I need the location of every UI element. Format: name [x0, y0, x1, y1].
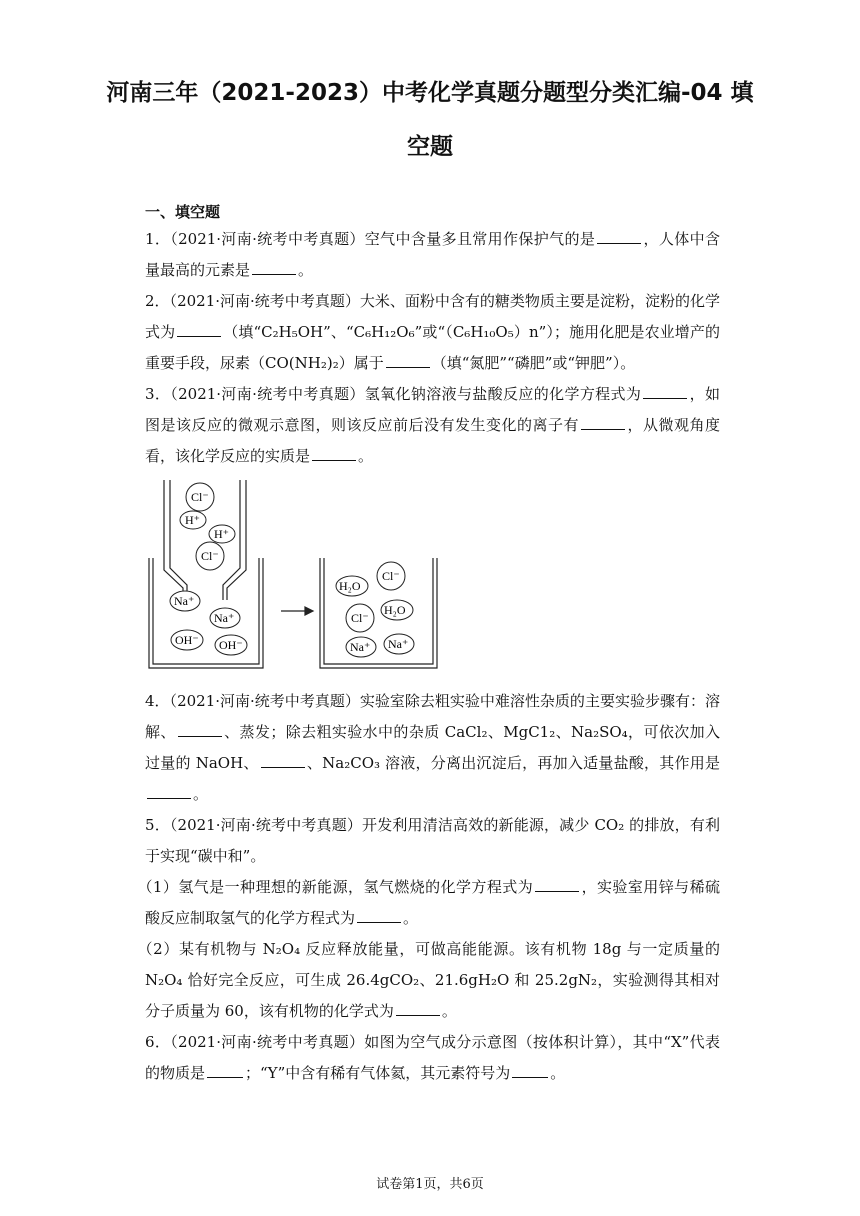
answer-blank[interactable] [147, 784, 191, 799]
answer-blank[interactable] [512, 1063, 548, 1078]
page-title [100, 66, 760, 174]
ion-label: Cl⁻ [191, 490, 209, 504]
question-6: 6．（2021·河南·统考中考真题）如图为空气成分示意图（按体积计算），其中“X”代表的物质是 ；“Y”中含有稀有气体氦，其元素符号为 。 [145, 1033, 720, 1082]
title-line-2: 空题 [407, 134, 453, 160]
title-line-1: 河南三年（2021-2023）中考化学真题分题型分类汇编-04 填 [106, 80, 754, 106]
answer-blank[interactable] [252, 260, 296, 275]
reaction-arrow [281, 607, 313, 615]
ion-label: Cl⁻ [382, 569, 400, 583]
left-beaker [149, 558, 263, 668]
ion-label: Cl⁻ [201, 549, 219, 563]
question-1: 1．（2021·河南·统考中考真题）空气中含量多且常用作保护气的是 ，人体中含量最高的元素是 。 [145, 230, 720, 279]
question-5-sub-1: （1）氢气是一种理想的新能源，氢气燃烧的化学方程式为 ，实验室用锌与稀硫酸反应制取氢气的化学方程式为 。 [137, 878, 720, 927]
ion-label: Na⁺ [350, 640, 371, 654]
ion-label: Na⁺ [174, 594, 195, 608]
answer-blank[interactable] [357, 908, 401, 923]
answer-blank[interactable] [207, 1063, 243, 1078]
question-5: 5．（2021·河南·统考中考真题）开发利用清洁高效的新能源，减少 CO₂ 的排放，有利于实现“碳中和”。 [145, 816, 720, 865]
section-heading: 一、填空题 [145, 203, 221, 221]
answer-blank[interactable] [261, 753, 305, 768]
answer-blank[interactable] [312, 446, 356, 461]
answer-blank[interactable] [396, 1001, 440, 1016]
question-5-sub-2: （2）某有机物与 N₂O₄ 反应释放能量，可做高能能源。该有机物 18g 与一定质量的 N₂O₄ 恰好完全反应，可生成 26.4gCO₂、21.6gH₂O 和 25.2gN₂，实验测得其相对分子质量为 60，该有机物的化学式为 。 [137, 940, 720, 1020]
reaction-micro-diagram [145, 478, 720, 683]
answer-blank[interactable] [178, 722, 222, 737]
answer-blank[interactable] [386, 353, 430, 368]
ion-label: OH⁻ [219, 638, 243, 652]
answer-blank[interactable] [643, 384, 687, 399]
ion-label: H⁺ [185, 513, 200, 527]
page-footer: 试卷第1页，共6页 [376, 1177, 484, 1192]
questions-body [137, 224, 721, 1089]
ion-label: Cl⁻ [351, 611, 369, 625]
ion-label: H⁺ [214, 527, 229, 541]
answer-blank[interactable] [581, 415, 625, 430]
ion-label: Na⁺ [214, 611, 235, 625]
ion-label: Na⁺ [388, 637, 409, 651]
ion-label: OH⁻ [175, 633, 199, 647]
answer-blank[interactable] [177, 322, 221, 337]
answer-blank[interactable] [597, 229, 641, 244]
question-4: 4．（2021·河南·统考中考真题）实验室除去粗实验中难溶性杂质的主要实验步骤有：溶解、 、蒸发；除去粗实验水中的杂质 CaCl₂、MgC1₂、Na₂SO₄，可依次加入过量的 NaOH、 、Na₂CO₃ 溶液，分离出沉淀后，再加入适量盐酸，其作用是。 [145, 692, 721, 803]
ion-label: H₂O [384, 603, 406, 617]
question-3: 3．（2021·河南·统考中考真题）氢氧化钠溶液与盐酸反应的化学方程式为 ，如图是该反应的微观示意图，则该反应前后没有发生变化的离子有 ，从微观角度看，该化学反应的实质是 。 [145, 385, 720, 465]
question-2: 2．（2021·河南·统考中考真题）大米、面粉中含有的糖类物质主要是淀粉，淀粉的化学式为 （填“C₂H₅OH”、“C₆H₁₂O₆”或“（C₆H₁₀O₅）n”）；施用化肥是农业增产的重要手段，尿素（CO(NH₂)₂）属于 （填“氮肥”“磷肥”或“钾肥”）。 [145, 292, 720, 372]
ion-label: H₂O [339, 579, 361, 593]
answer-blank[interactable] [535, 877, 579, 892]
